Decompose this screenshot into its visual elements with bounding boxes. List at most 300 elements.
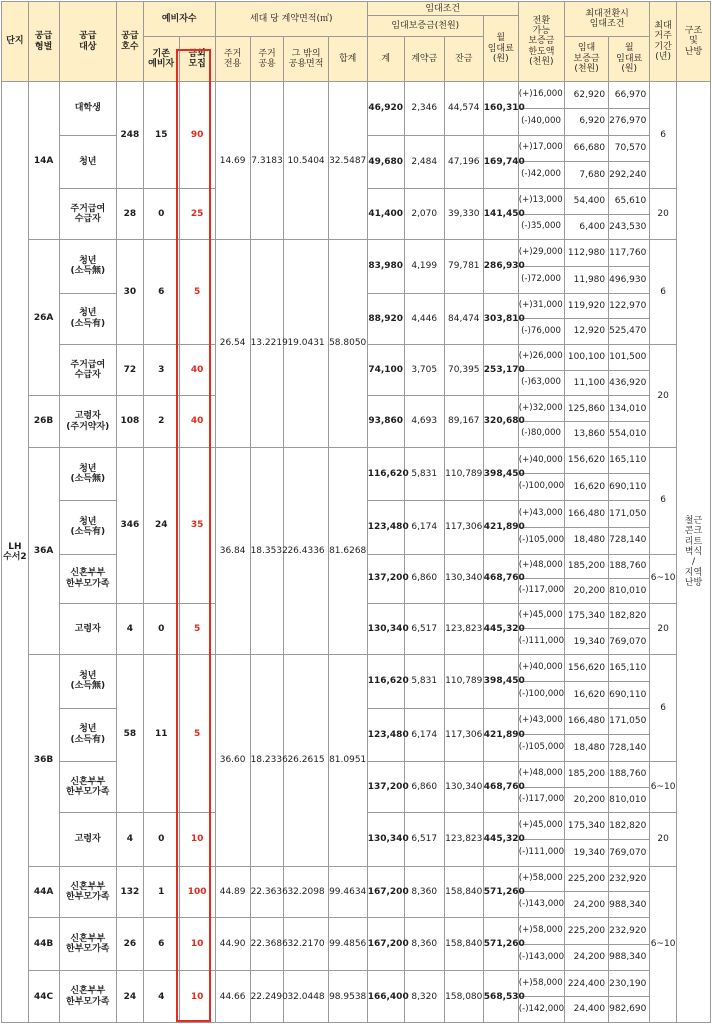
existing-reserve-cell: 2 xyxy=(143,396,179,447)
deposit-balance-cell: 110,789 xyxy=(444,655,483,708)
header-supply-type: 공급 형별 xyxy=(28,2,59,82)
max-deposit-cell: 6,920 xyxy=(564,108,608,135)
max-rent-cell: 101,500 xyxy=(609,345,650,371)
conversion-minus-cell: (-)80,000 xyxy=(518,422,564,448)
existing-reserve-cell: 1 xyxy=(143,866,179,917)
conversion-minus-cell: (-)143,000 xyxy=(518,892,564,918)
max-rent-cell: 122,970 xyxy=(609,293,650,319)
deposit-balance-cell: 158,840 xyxy=(444,918,483,971)
conversion-plus-cell: (+)16,000 xyxy=(518,82,564,109)
max-deposit-cell: 16,620 xyxy=(564,474,608,501)
area-common-cell: 13.2219 xyxy=(250,240,284,447)
deposit-total-cell: 83,980 xyxy=(367,240,404,293)
current-recruit-cell: 25 xyxy=(179,188,215,239)
supply-target-cell: 주거급여 수급자 xyxy=(59,188,117,239)
header-deposit-group: 임대보증금(천원) xyxy=(367,16,483,37)
current-recruit-cell: 10 xyxy=(179,971,215,1023)
max-deposit-cell: 11,100 xyxy=(564,370,608,396)
current-recruit-cell: 90 xyxy=(179,82,215,189)
max-rent-cell: 276,970 xyxy=(609,108,650,135)
deposit-total-cell: 116,620 xyxy=(367,447,404,500)
supply-target-cell: 대학생 xyxy=(59,82,117,135)
max-rent-cell: 728,140 xyxy=(609,527,650,554)
supply-target-cell: 청년 (소득有) xyxy=(59,708,117,761)
deposit-balance-cell: 123,823 xyxy=(444,813,483,866)
max-rent-cell: 525,470 xyxy=(609,319,650,345)
monthly-rent-cell: 398,450 xyxy=(483,655,518,708)
max-rent-cell: 554,010 xyxy=(609,422,650,448)
area-other-cell: 19.0431 xyxy=(284,240,328,447)
max-deposit-cell: 13,860 xyxy=(564,422,608,448)
deposit-balance-cell: 158,080 xyxy=(444,971,483,1023)
area-total-cell: 58.8050 xyxy=(328,240,367,447)
deposit-balance-cell: 117,306 xyxy=(444,708,483,761)
max-deposit-cell: 24,400 xyxy=(564,997,608,1023)
max-deposit-cell: 66,680 xyxy=(564,135,608,162)
max-period-cell: 6 xyxy=(650,240,677,345)
area-common-cell: 22.3686 xyxy=(250,918,284,971)
deposit-balance-cell: 44,574 xyxy=(444,82,483,135)
table-row xyxy=(2,655,711,682)
max-deposit-cell: 11,980 xyxy=(564,266,608,293)
deposit-contract-cell: 6,174 xyxy=(404,708,444,761)
supply-target-cell: 신혼부부 한부모가족 xyxy=(59,554,117,603)
existing-reserve-cell: 4 xyxy=(143,971,179,1023)
conversion-plus-cell: (+)45,000 xyxy=(518,603,564,629)
area-common-cell: 7.3183 xyxy=(250,82,284,240)
area-private-cell: 36.84 xyxy=(215,447,250,654)
max-deposit-cell: 54,400 xyxy=(564,188,608,214)
area-common-cell: 18.2336 xyxy=(250,655,284,867)
deposit-contract-cell: 6,174 xyxy=(404,501,444,554)
conversion-minus-cell: (-)35,000 xyxy=(518,214,564,240)
deposit-contract-cell: 4,199 xyxy=(404,240,444,293)
supply-units-cell: 108 xyxy=(117,396,144,447)
max-rent-cell: 232,920 xyxy=(609,866,650,892)
conversion-plus-cell: (+)45,000 xyxy=(518,813,564,840)
area-private-cell: 44.89 xyxy=(215,866,250,917)
supply-type-cell: 44B xyxy=(28,918,59,971)
conversion-plus-cell: (+)58,000 xyxy=(518,918,564,945)
area-private-cell: 26.54 xyxy=(215,240,250,447)
deposit-total-cell: 137,200 xyxy=(367,554,404,603)
max-rent-cell: 182,820 xyxy=(609,813,650,840)
header-max-deposit: 임대 보증금 (천원) xyxy=(564,36,608,81)
conversion-plus-cell: (+)58,000 xyxy=(518,971,564,997)
conversion-plus-cell: (+)31,000 xyxy=(518,293,564,319)
max-deposit-cell: 100,100 xyxy=(564,345,608,371)
table-body xyxy=(2,2,711,1023)
area-private-cell: 14.69 xyxy=(215,82,250,240)
max-deposit-cell: 224,400 xyxy=(564,971,608,997)
conversion-plus-cell: (+)40,000 xyxy=(518,447,564,474)
monthly-rent-cell: 571,260 xyxy=(483,866,518,917)
max-deposit-cell: 18,480 xyxy=(564,735,608,762)
area-common-cell: 22.2490 xyxy=(250,971,284,1023)
area-total-cell: 81.0951 xyxy=(328,655,367,867)
supply-target-cell: 청년 (소득無) xyxy=(59,240,117,293)
area-other-cell: 26.4336 xyxy=(284,447,328,654)
conversion-plus-cell: (+)32,000 xyxy=(518,396,564,422)
supply-type-cell: 44A xyxy=(28,866,59,917)
deposit-contract-cell: 8,360 xyxy=(404,866,444,917)
area-other-cell: 32.0448 xyxy=(284,971,328,1023)
deposit-balance-cell: 39,330 xyxy=(444,188,483,239)
max-deposit-cell: 18,480 xyxy=(564,527,608,554)
rental-supply-table xyxy=(1,1,711,1023)
max-deposit-cell: 175,340 xyxy=(564,813,608,840)
conversion-minus-cell: (-)111,000 xyxy=(518,839,564,866)
deposit-balance-cell: 70,395 xyxy=(444,345,483,396)
max-period-cell: 20 xyxy=(650,188,677,239)
supply-target-cell: 주거급여 수급자 xyxy=(59,345,117,396)
area-private-cell: 44.90 xyxy=(215,918,250,971)
deposit-contract-cell: 8,320 xyxy=(404,971,444,1023)
deposit-contract-cell: 5,831 xyxy=(404,655,444,708)
monthly-rent-cell: 160,310 xyxy=(483,82,518,135)
table-row xyxy=(2,971,711,997)
table-row xyxy=(2,240,711,267)
header-deposit-total: 계 xyxy=(367,36,404,81)
area-other-cell: 26.2615 xyxy=(284,655,328,867)
header-deposit-contract: 계약금 xyxy=(404,36,444,81)
area-total-cell: 32.5487 xyxy=(328,82,367,240)
supply-units-cell: 24 xyxy=(117,971,144,1023)
max-deposit-cell: 7,680 xyxy=(564,162,608,189)
header-existing-reserve: 기존 예비자 xyxy=(143,36,179,81)
supply-type-cell: 26A xyxy=(28,240,59,396)
monthly-rent-cell: 398,450 xyxy=(483,447,518,500)
monthly-rent-cell: 468,760 xyxy=(483,554,518,603)
header-rent-group: 임대조건 xyxy=(367,2,518,16)
supply-type-cell: 36B xyxy=(28,655,59,867)
current-recruit-cell: 5 xyxy=(179,603,215,654)
supply-units-cell: 58 xyxy=(117,655,144,813)
current-recruit-cell: 10 xyxy=(179,918,215,971)
max-rent-cell: 171,050 xyxy=(609,708,650,735)
header-area-common: 주거 공용 xyxy=(250,36,284,81)
area-total-cell: 99.4634 xyxy=(328,866,367,917)
max-rent-cell: 188,760 xyxy=(609,554,650,579)
header-row-1 xyxy=(2,2,711,16)
conversion-plus-cell: (+)43,000 xyxy=(518,501,564,528)
monthly-rent-cell: 468,760 xyxy=(483,761,518,812)
max-rent-cell: 690,110 xyxy=(609,474,650,501)
max-period-cell: 6~10 xyxy=(650,554,677,603)
deposit-contract-cell: 8,360 xyxy=(404,918,444,971)
max-rent-cell: 436,920 xyxy=(609,370,650,396)
deposit-contract-cell: 4,693 xyxy=(404,396,444,447)
max-deposit-cell: 20,200 xyxy=(564,579,608,604)
max-period-cell: 20 xyxy=(650,813,677,866)
conversion-plus-cell: (+)43,000 xyxy=(518,708,564,735)
area-total-cell: 99.4856 xyxy=(328,918,367,971)
header-monthly-rent: 월 임대료 (원) xyxy=(483,16,518,82)
existing-reserve-cell: 0 xyxy=(143,813,179,866)
deposit-balance-cell: 123,823 xyxy=(444,603,483,654)
supply-target-cell: 청년 (소득有) xyxy=(59,293,117,344)
supply-target-cell: 신혼부부 한부모가족 xyxy=(59,761,117,812)
max-rent-cell: 171,050 xyxy=(609,501,650,528)
current-recruit-cell: 5 xyxy=(179,655,215,813)
deposit-contract-cell: 6,860 xyxy=(404,761,444,812)
deposit-contract-cell: 2,346 xyxy=(404,82,444,135)
monthly-rent-cell: 286,930 xyxy=(483,240,518,293)
existing-reserve-cell: 15 xyxy=(143,82,179,189)
header-area-private: 주거 전용 xyxy=(215,36,250,81)
max-deposit-cell: 119,920 xyxy=(564,293,608,319)
header-supply-target: 공급 대상 xyxy=(59,2,117,82)
conversion-plus-cell: (+)13,000 xyxy=(518,188,564,214)
max-deposit-cell: 16,620 xyxy=(564,681,608,708)
monthly-rent-cell: 303,810 xyxy=(483,293,518,344)
deposit-contract-cell: 3,705 xyxy=(404,345,444,396)
conversion-plus-cell: (+)17,000 xyxy=(518,135,564,162)
supply-target-cell: 신혼부부 한부모가족 xyxy=(59,918,117,971)
deposit-balance-cell: 158,840 xyxy=(444,866,483,917)
conversion-minus-cell: (-)72,000 xyxy=(518,266,564,293)
deposit-contract-cell: 4,446 xyxy=(404,293,444,344)
deposit-balance-cell: 89,167 xyxy=(444,396,483,447)
deposit-total-cell: 166,400 xyxy=(367,971,404,1023)
conversion-minus-cell: (-)42,000 xyxy=(518,162,564,189)
deposit-contract-cell: 6,860 xyxy=(404,554,444,603)
max-rent-cell: 988,340 xyxy=(609,944,650,971)
table-row xyxy=(2,447,711,474)
existing-reserve-cell: 0 xyxy=(143,188,179,239)
conversion-plus-cell: (+)48,000 xyxy=(518,761,564,787)
deposit-balance-cell: 110,789 xyxy=(444,447,483,500)
supply-target-cell: 고령자 (주거약자) xyxy=(59,396,117,447)
monthly-rent-cell: 320,680 xyxy=(483,396,518,447)
max-rent-cell: 243,530 xyxy=(609,214,650,240)
supply-type-cell: 14A xyxy=(28,82,59,240)
monthly-rent-cell: 421,890 xyxy=(483,708,518,761)
area-other-cell: 10.5404 xyxy=(284,82,328,240)
deposit-total-cell: 74,100 xyxy=(367,345,404,396)
supply-units-cell: 26 xyxy=(117,918,144,971)
max-rent-cell: 988,340 xyxy=(609,892,650,918)
max-deposit-cell: 225,200 xyxy=(564,918,608,945)
max-deposit-cell: 185,200 xyxy=(564,554,608,579)
max-deposit-cell: 6,400 xyxy=(564,214,608,240)
max-rent-cell: 690,110 xyxy=(609,681,650,708)
header-reserve-count: 예비자수 xyxy=(143,2,215,37)
deposit-contract-cell: 6,517 xyxy=(404,813,444,866)
max-deposit-cell: 166,480 xyxy=(564,501,608,528)
deposit-total-cell: 123,480 xyxy=(367,501,404,554)
structure-cell: 철근 콘크 리트 벽식 / 지역 난방 xyxy=(676,82,710,1023)
deposit-total-cell: 130,340 xyxy=(367,813,404,866)
conversion-plus-cell: (+)58,000 xyxy=(518,866,564,892)
current-recruit-cell: 40 xyxy=(179,345,215,396)
max-deposit-cell: 20,200 xyxy=(564,787,608,813)
header-area-group: 세대 당 계약면적(㎡) xyxy=(215,2,367,37)
max-rent-cell: 165,110 xyxy=(609,447,650,474)
header-supply-units: 공급 호수 xyxy=(117,2,144,82)
table-row xyxy=(2,82,711,109)
deposit-balance-cell: 79,781 xyxy=(444,240,483,293)
existing-reserve-cell: 11 xyxy=(143,655,179,813)
max-rent-cell: 117,760 xyxy=(609,240,650,267)
max-rent-cell: 230,190 xyxy=(609,971,650,997)
max-deposit-cell: 166,480 xyxy=(564,708,608,735)
max-period-cell: 6 xyxy=(650,655,677,762)
max-rent-cell: 769,070 xyxy=(609,839,650,866)
conversion-minus-cell: (-)100,000 xyxy=(518,474,564,501)
max-deposit-cell: 125,860 xyxy=(564,396,608,422)
current-recruit-cell: 5 xyxy=(179,240,215,345)
max-period-cell: 20 xyxy=(650,345,677,448)
conversion-minus-cell: (-)105,000 xyxy=(518,735,564,762)
monthly-rent-cell: 253,170 xyxy=(483,345,518,396)
max-period-cell: 6~10 xyxy=(650,761,677,812)
conversion-minus-cell: (-)143,000 xyxy=(518,944,564,971)
monthly-rent-cell: 445,320 xyxy=(483,603,518,654)
max-period-cell: 6 xyxy=(650,82,677,189)
supply-target-cell: 신혼부부 한부모가족 xyxy=(59,866,117,917)
header-max-period: 최대 거주 기간 (년) xyxy=(650,2,677,82)
deposit-contract-cell: 2,070 xyxy=(404,188,444,239)
area-private-cell: 36.60 xyxy=(215,655,250,867)
supply-type-cell: 44C xyxy=(28,971,59,1023)
supply-units-cell: 248 xyxy=(117,82,144,189)
area-other-cell: 32.2170 xyxy=(284,918,328,971)
deposit-total-cell: 41,400 xyxy=(367,188,404,239)
max-deposit-cell: 225,200 xyxy=(564,866,608,892)
danji-name-cell: LH 수서2 xyxy=(2,82,29,1023)
existing-reserve-cell: 6 xyxy=(143,918,179,971)
monthly-rent-cell: 421,890 xyxy=(483,501,518,554)
deposit-total-cell: 167,200 xyxy=(367,866,404,917)
max-deposit-cell: 156,620 xyxy=(564,655,608,682)
conversion-plus-cell: (+)29,000 xyxy=(518,240,564,267)
supply-units-cell: 28 xyxy=(117,188,144,239)
deposit-balance-cell: 130,340 xyxy=(444,761,483,812)
max-rent-cell: 810,010 xyxy=(609,579,650,604)
max-rent-cell: 182,820 xyxy=(609,603,650,629)
supply-units-cell: 346 xyxy=(117,447,144,603)
max-rent-cell: 728,140 xyxy=(609,735,650,762)
header-deposit-balance: 잔금 xyxy=(444,36,483,81)
max-deposit-cell: 19,340 xyxy=(564,629,608,655)
deposit-contract-cell: 6,517 xyxy=(404,603,444,654)
monthly-rent-cell: 445,320 xyxy=(483,813,518,866)
supply-units-cell: 132 xyxy=(117,866,144,917)
deposit-balance-cell: 130,340 xyxy=(444,554,483,603)
existing-reserve-cell: 3 xyxy=(143,345,179,396)
deposit-balance-cell: 47,196 xyxy=(444,135,483,188)
deposit-balance-cell: 84,474 xyxy=(444,293,483,344)
area-common-cell: 22.3636 xyxy=(250,866,284,917)
conversion-minus-cell: (-)76,000 xyxy=(518,319,564,345)
deposit-total-cell: 46,920 xyxy=(367,82,404,135)
supply-target-cell: 청년 xyxy=(59,135,117,188)
header-max-rent: 월 임대료 (원) xyxy=(609,36,650,81)
deposit-total-cell: 123,480 xyxy=(367,708,404,761)
supply-type-cell: 36A xyxy=(28,447,59,654)
conversion-minus-cell: (-)63,000 xyxy=(518,370,564,396)
monthly-rent-cell: 571,260 xyxy=(483,918,518,971)
existing-reserve-cell: 0 xyxy=(143,603,179,654)
deposit-total-cell: 130,340 xyxy=(367,603,404,654)
deposit-contract-cell: 5,831 xyxy=(404,447,444,500)
table-row xyxy=(2,866,711,892)
monthly-rent-cell: 169,740 xyxy=(483,135,518,188)
monthly-rent-cell: 141,450 xyxy=(483,188,518,239)
max-period-cell: 6 xyxy=(650,447,677,554)
supply-units-cell: 4 xyxy=(117,603,144,654)
header-danji: 단지 xyxy=(2,2,29,82)
conversion-plus-cell: (+)48,000 xyxy=(518,554,564,579)
supply-target-cell: 청년 (소득無) xyxy=(59,447,117,500)
header-conversion-limit: 전환 가능 보증금 한도액 (천원) xyxy=(518,2,564,82)
area-private-cell: 44.66 xyxy=(215,971,250,1023)
max-rent-cell: 769,070 xyxy=(609,629,650,655)
max-deposit-cell: 156,620 xyxy=(564,447,608,474)
conversion-minus-cell: (-)111,000 xyxy=(518,629,564,655)
max-period-cell: 6~10 xyxy=(650,866,677,1022)
max-rent-cell: 496,930 xyxy=(609,266,650,293)
area-other-cell: 32.2098 xyxy=(284,866,328,917)
current-recruit-cell: 35 xyxy=(179,447,215,603)
max-rent-cell: 232,920 xyxy=(609,918,650,945)
deposit-total-cell: 49,680 xyxy=(367,135,404,188)
conversion-minus-cell: (-)40,000 xyxy=(518,108,564,135)
max-rent-cell: 292,240 xyxy=(609,162,650,189)
conversion-minus-cell: (-)142,000 xyxy=(518,997,564,1023)
monthly-rent-cell: 568,530 xyxy=(483,971,518,1023)
max-deposit-cell: 19,340 xyxy=(564,839,608,866)
supply-target-cell: 청년 (소득無) xyxy=(59,655,117,708)
supply-target-cell: 청년 (소득有) xyxy=(59,501,117,554)
supply-units-cell: 30 xyxy=(117,240,144,345)
max-rent-cell: 65,610 xyxy=(609,188,650,214)
conversion-minus-cell: (-)105,000 xyxy=(518,527,564,554)
max-rent-cell: 982,690 xyxy=(609,997,650,1023)
max-deposit-cell: 62,920 xyxy=(564,82,608,109)
conversion-plus-cell: (+)40,000 xyxy=(518,655,564,682)
conversion-plus-cell: (+)26,000 xyxy=(518,345,564,371)
deposit-total-cell: 167,200 xyxy=(367,918,404,971)
max-deposit-cell: 112,980 xyxy=(564,240,608,267)
deposit-total-cell: 116,620 xyxy=(367,655,404,708)
max-rent-cell: 66,970 xyxy=(609,82,650,109)
supply-target-cell: 신혼부부 한부모가족 xyxy=(59,971,117,1023)
current-recruit-cell: 100 xyxy=(179,866,215,917)
supply-units-cell: 4 xyxy=(117,813,144,866)
deposit-total-cell: 93,860 xyxy=(367,396,404,447)
conversion-minus-cell: (-)100,000 xyxy=(518,681,564,708)
header-area-other: 그 밖의 공용면적 xyxy=(284,36,328,81)
supply-target-cell: 고령자 xyxy=(59,813,117,866)
area-total-cell: 81.6268 xyxy=(328,447,367,654)
deposit-total-cell: 88,920 xyxy=(367,293,404,344)
supply-target-cell: 고령자 xyxy=(59,603,117,654)
max-period-cell: 20 xyxy=(650,603,677,654)
max-deposit-cell: 24,200 xyxy=(564,892,608,918)
max-deposit-cell: 185,200 xyxy=(564,761,608,787)
max-rent-cell: 188,760 xyxy=(609,761,650,787)
area-total-cell: 98.9538 xyxy=(328,971,367,1023)
max-rent-cell: 165,110 xyxy=(609,655,650,682)
deposit-total-cell: 137,200 xyxy=(367,761,404,812)
conversion-minus-cell: (-)117,000 xyxy=(518,579,564,604)
max-deposit-cell: 175,340 xyxy=(564,603,608,629)
max-rent-cell: 810,010 xyxy=(609,787,650,813)
deposit-balance-cell: 117,306 xyxy=(444,501,483,554)
area-common-cell: 18.3532 xyxy=(250,447,284,654)
